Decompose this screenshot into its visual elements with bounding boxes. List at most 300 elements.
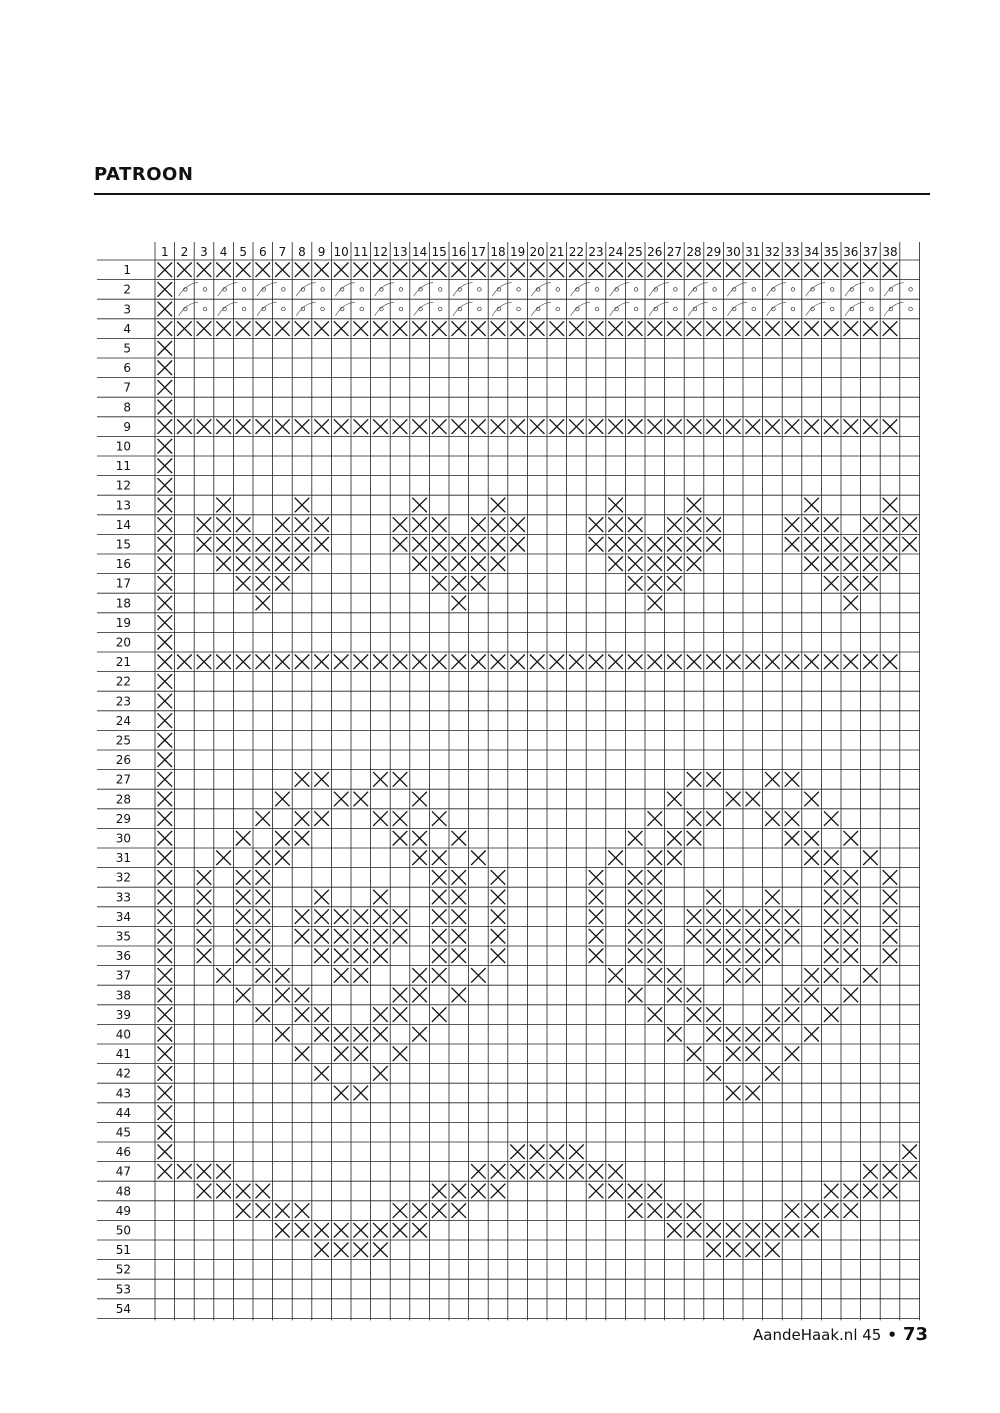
cross-stitch [804, 321, 819, 336]
cross-stitch [393, 988, 408, 1003]
cross-stitch [158, 1047, 173, 1062]
cross-stitch [295, 655, 310, 670]
cross-stitch [491, 517, 506, 532]
cross-stitch [177, 655, 192, 670]
cross-stitch [275, 792, 290, 807]
cross-stitch [746, 1027, 761, 1042]
cross-stitch [824, 263, 839, 278]
cross-stitch [804, 792, 819, 807]
cross-stitch [765, 419, 780, 434]
cross-stitch [452, 263, 467, 278]
cross-stitch [746, 909, 761, 924]
cross-stitch [687, 655, 702, 670]
cross-stitch [844, 1184, 859, 1199]
row-label: 4 [123, 321, 131, 336]
cross-stitch [334, 321, 349, 336]
cross-stitch [844, 831, 859, 846]
cross-stitch [236, 517, 251, 532]
cross-stitch [354, 1027, 369, 1042]
cross-stitch [667, 1223, 682, 1238]
column-label: 15 [431, 245, 447, 259]
cross-stitch [197, 655, 212, 670]
cross-stitch [197, 263, 212, 278]
cross-stitch [648, 576, 663, 591]
cross-stitch [883, 870, 898, 885]
cross-stitch [432, 557, 447, 572]
cross-stitch [765, 263, 780, 278]
chain-curve [806, 283, 826, 297]
cross-stitch [804, 517, 819, 532]
cross-stitch [844, 596, 859, 611]
cross-stitch [373, 1007, 388, 1022]
cross-stitch [863, 1184, 878, 1199]
cross-stitch [354, 949, 369, 964]
cross-stitch [706, 263, 721, 278]
cross-stitch [746, 1223, 761, 1238]
cross-stitch [412, 1223, 427, 1238]
cross-stitch [158, 537, 173, 552]
cross-stitch [412, 831, 427, 846]
row-label: 17 [115, 576, 131, 591]
cross-stitch [706, 537, 721, 552]
cross-stitch [667, 792, 682, 807]
cross-stitch [452, 909, 467, 924]
row-label: 53 [115, 1282, 131, 1297]
chain-curve [571, 283, 591, 297]
cross-stitch [275, 968, 290, 983]
dot-stitch [909, 307, 913, 311]
cross-stitch [314, 655, 329, 670]
column-label: 18 [490, 245, 506, 259]
row-label: 49 [115, 1203, 131, 1218]
cross-stitch [589, 909, 604, 924]
cross-stitch [197, 929, 212, 944]
cross-stitch [393, 1047, 408, 1062]
cross-stitch [295, 772, 310, 787]
cross-stitch [295, 929, 310, 944]
cross-stitch [648, 929, 663, 944]
column-label: 28 [686, 245, 702, 259]
row-label: 9 [123, 419, 131, 434]
cross-stitch [158, 498, 173, 513]
cross-stitch [785, 811, 800, 826]
cross-stitch [354, 321, 369, 336]
dot-stitch [791, 288, 795, 292]
row-label: 26 [115, 753, 131, 768]
cross-stitch [393, 929, 408, 944]
cross-stitch [256, 909, 271, 924]
cross-stitch [550, 419, 565, 434]
cross-stitch [824, 1203, 839, 1218]
cross-stitch [687, 517, 702, 532]
cross-stitch [844, 557, 859, 572]
cross-stitch [334, 1223, 349, 1238]
footer-site: AandeHaak.nl 45 [752, 1326, 882, 1344]
chain-curve [884, 302, 904, 316]
cross-stitch [785, 537, 800, 552]
row-label: 39 [115, 1007, 131, 1022]
cross-stitch [824, 655, 839, 670]
column-label: 22 [568, 245, 585, 259]
cross-stitch [373, 1223, 388, 1238]
dot-stitch [595, 288, 599, 292]
column-label: 27 [666, 245, 683, 259]
cross-stitch [256, 419, 271, 434]
cross-stitch [648, 263, 663, 278]
cross-stitch [393, 831, 408, 846]
cross-stitch [491, 537, 506, 552]
cross-stitch [314, 772, 329, 787]
cross-stitch [393, 1007, 408, 1022]
chain-curve [610, 283, 630, 297]
cross-stitch [295, 1047, 310, 1062]
cross-stitch [236, 949, 251, 964]
cross-stitch [824, 811, 839, 826]
cross-stitch [471, 517, 486, 532]
column-label: 8 [298, 245, 306, 259]
cross-stitch [452, 949, 467, 964]
cross-stitch [471, 655, 486, 670]
column-label: 32 [764, 245, 781, 259]
cross-stitch [883, 929, 898, 944]
cross-stitch [491, 498, 506, 513]
cross-stitch [687, 498, 702, 513]
cross-stitch [197, 537, 212, 552]
chain-curve [571, 302, 591, 316]
cross-stitch [628, 988, 643, 1003]
cross-stitch [569, 655, 584, 670]
cross-stitch [256, 929, 271, 944]
cross-stitch [824, 909, 839, 924]
chain-curve [845, 283, 865, 297]
cross-stitch [726, 1243, 741, 1258]
cross-stitch [628, 263, 643, 278]
cross-stitch [158, 753, 173, 768]
cross-stitch [197, 949, 212, 964]
cross-stitch [275, 1027, 290, 1042]
cross-stitch [432, 1007, 447, 1022]
row-label: 16 [115, 557, 131, 572]
cross-stitch [393, 655, 408, 670]
cross-stitch [726, 655, 741, 670]
cross-stitch [471, 1184, 486, 1199]
cross-stitch [432, 909, 447, 924]
cross-stitch [452, 870, 467, 885]
cross-stitch [256, 1184, 271, 1199]
row-label: 24 [115, 713, 131, 728]
cross-stitch [491, 909, 506, 924]
dot-stitch [517, 288, 521, 292]
cross-stitch [158, 263, 173, 278]
column-label: 13 [392, 245, 408, 259]
dot-stitch [634, 307, 638, 311]
chain-curve [845, 302, 865, 316]
cross-stitch [726, 949, 741, 964]
chain-curve [531, 302, 551, 316]
cross-stitch [373, 1066, 388, 1081]
cross-stitch [275, 419, 290, 434]
cross-stitch [354, 968, 369, 983]
cross-stitch [216, 1164, 231, 1179]
cross-stitch [432, 517, 447, 532]
cross-stitch [256, 870, 271, 885]
cross-stitch [452, 831, 467, 846]
cross-stitch [550, 1145, 565, 1160]
cross-stitch [471, 537, 486, 552]
cross-stitch [804, 968, 819, 983]
cross-stitch [275, 1203, 290, 1218]
cross-stitch [628, 1203, 643, 1218]
cross-stitch [765, 909, 780, 924]
cross-stitch [393, 909, 408, 924]
cross-stitch [844, 870, 859, 885]
cross-stitch [334, 909, 349, 924]
cross-stitch [824, 557, 839, 572]
column-label: 29 [705, 245, 722, 259]
cross-stitch [765, 1223, 780, 1238]
cross-stitch [393, 772, 408, 787]
cross-stitch [158, 694, 173, 709]
cross-stitch [216, 498, 231, 513]
cross-stitch [765, 321, 780, 336]
cross-stitch [844, 909, 859, 924]
cross-stitch [256, 851, 271, 866]
chain-curve [335, 302, 355, 316]
cross-stitch [804, 831, 819, 846]
cross-stitch [785, 1223, 800, 1238]
cross-stitch [628, 1184, 643, 1199]
cross-stitch [334, 1047, 349, 1062]
cross-stitch [491, 419, 506, 434]
cross-stitch [412, 655, 427, 670]
cross-stitch [824, 419, 839, 434]
cross-stitch [275, 831, 290, 846]
cross-stitch [452, 1203, 467, 1218]
dot-stitch [321, 288, 325, 292]
cross-stitch [785, 1203, 800, 1218]
cross-stitch [432, 890, 447, 905]
column-label: 38 [882, 245, 898, 259]
page-number: 73 [902, 1324, 928, 1345]
chain-curve [296, 302, 316, 316]
cross-stitch [608, 517, 623, 532]
row-label: 21 [115, 655, 131, 670]
cross-stitch [314, 419, 329, 434]
chain-curve [453, 283, 473, 297]
cross-stitch [373, 655, 388, 670]
cross-stitch [275, 517, 290, 532]
cross-stitch [883, 949, 898, 964]
chain-curve [610, 302, 630, 316]
cross-stitch [510, 655, 525, 670]
cross-stitch [393, 811, 408, 826]
row-label: 41 [115, 1047, 131, 1062]
cross-stitch [177, 263, 192, 278]
row-label: 37 [115, 968, 131, 983]
cross-stitch [863, 321, 878, 336]
row-label: 44 [115, 1105, 131, 1120]
column-label: 23 [588, 245, 604, 259]
cross-stitch [648, 968, 663, 983]
dot-stitch [674, 288, 678, 292]
cross-stitch [197, 1184, 212, 1199]
row-label: 3 [123, 302, 131, 317]
cross-stitch [824, 321, 839, 336]
column-label: 9 [317, 245, 326, 259]
cross-stitch [628, 929, 643, 944]
cross-stitch [452, 596, 467, 611]
chain-curve [688, 283, 708, 297]
row-label: 5 [123, 341, 131, 356]
cross-stitch [510, 1164, 525, 1179]
cross-stitch [687, 929, 702, 944]
chain-curve [767, 302, 787, 316]
cross-stitch [667, 419, 682, 434]
cross-stitch [275, 988, 290, 1003]
cross-stitch [216, 968, 231, 983]
cross-stitch [216, 655, 231, 670]
chain-curve [218, 283, 238, 297]
cross-stitch [216, 1184, 231, 1199]
cross-stitch [354, 419, 369, 434]
cross-stitch [706, 890, 721, 905]
cross-stitch [158, 890, 173, 905]
row-label: 54 [115, 1301, 131, 1316]
cross-stitch [471, 321, 486, 336]
cross-stitch [687, 1007, 702, 1022]
chain-curve [531, 283, 551, 297]
cross-stitch [295, 537, 310, 552]
cross-stitch [706, 1243, 721, 1258]
cross-stitch [412, 263, 427, 278]
cross-stitch [412, 792, 427, 807]
cross-stitch [314, 909, 329, 924]
cross-stitch [295, 517, 310, 532]
cross-stitch [569, 1164, 584, 1179]
cross-stitch [765, 1066, 780, 1081]
cross-stitch [334, 263, 349, 278]
column-label: 6 [258, 245, 267, 259]
cross-stitch [589, 263, 604, 278]
cross-stitch [746, 1086, 761, 1101]
cross-stitch [804, 498, 819, 513]
cross-stitch [648, 890, 663, 905]
cross-stitch [785, 419, 800, 434]
column-label: 37 [862, 245, 879, 259]
cross-stitch [158, 361, 173, 376]
row-label: 45 [115, 1125, 131, 1140]
cross-stitch [804, 557, 819, 572]
cross-stitch [608, 419, 623, 434]
cross-stitch [863, 1164, 878, 1179]
cross-stitch [765, 772, 780, 787]
cross-stitch [236, 655, 251, 670]
cross-stitch [687, 557, 702, 572]
row-label: 34 [115, 909, 131, 924]
cross-stitch [667, 321, 682, 336]
row-label: 50 [115, 1223, 131, 1238]
dot-stitch [321, 307, 325, 311]
cross-stitch [373, 890, 388, 905]
cross-stitch [746, 263, 761, 278]
cross-stitch [295, 557, 310, 572]
cross-stitch [334, 968, 349, 983]
dot-stitch [634, 288, 638, 292]
column-label: 19 [509, 245, 526, 259]
cross-stitch [373, 263, 388, 278]
cross-stitch [432, 949, 447, 964]
dot-stitch [478, 307, 482, 311]
row-label: 47 [115, 1164, 131, 1179]
cross-stitch [452, 1184, 467, 1199]
cross-stitch [804, 655, 819, 670]
dot-stitch [438, 288, 442, 292]
column-label: 5 [239, 245, 248, 259]
cross-stitch [824, 890, 839, 905]
cross-stitch [158, 380, 173, 395]
cross-stitch [667, 655, 682, 670]
cross-stitch [667, 557, 682, 572]
cross-stitch [256, 1007, 271, 1022]
cross-stitch [256, 968, 271, 983]
cross-stitch [197, 890, 212, 905]
row-label: 8 [123, 400, 131, 415]
cross-stitch [726, 263, 741, 278]
cross-stitch [295, 831, 310, 846]
column-label: 10 [333, 245, 349, 259]
cross-stitch [354, 1047, 369, 1062]
cross-stitch [295, 1223, 310, 1238]
cross-stitch [314, 811, 329, 826]
cross-stitch [236, 929, 251, 944]
row-label: 46 [115, 1145, 131, 1160]
cross-stitch [628, 517, 643, 532]
row-label: 18 [115, 596, 131, 611]
cross-stitch [687, 537, 702, 552]
cross-stitch [412, 1027, 427, 1042]
cross-stitch [883, 1184, 898, 1199]
cross-stitch [393, 1223, 408, 1238]
cross-stitch [844, 263, 859, 278]
cross-stitch [158, 988, 173, 1003]
cross-stitch [726, 909, 741, 924]
dot-stitch [282, 307, 286, 311]
cross-stitch [726, 929, 741, 944]
cross-stitch [393, 263, 408, 278]
cross-stitch [158, 655, 173, 670]
row-label: 40 [115, 1027, 131, 1042]
cross-stitch [883, 263, 898, 278]
cross-stitch [432, 537, 447, 552]
row-label: 35 [115, 929, 131, 944]
chain-curve [884, 283, 904, 297]
cross-stitch [236, 909, 251, 924]
cross-stitch [883, 557, 898, 572]
chain-curve [767, 283, 787, 297]
dot-stitch [399, 288, 403, 292]
cross-stitch [726, 321, 741, 336]
cross-stitch [216, 851, 231, 866]
cross-stitch [412, 498, 427, 513]
cross-stitch [471, 263, 486, 278]
cross-stitch [177, 321, 192, 336]
dot-stitch [360, 307, 364, 311]
cross-stitch [589, 1184, 604, 1199]
cross-stitch [648, 870, 663, 885]
cross-stitch [314, 929, 329, 944]
row-label: 48 [115, 1184, 131, 1199]
row-label: 15 [115, 537, 131, 552]
